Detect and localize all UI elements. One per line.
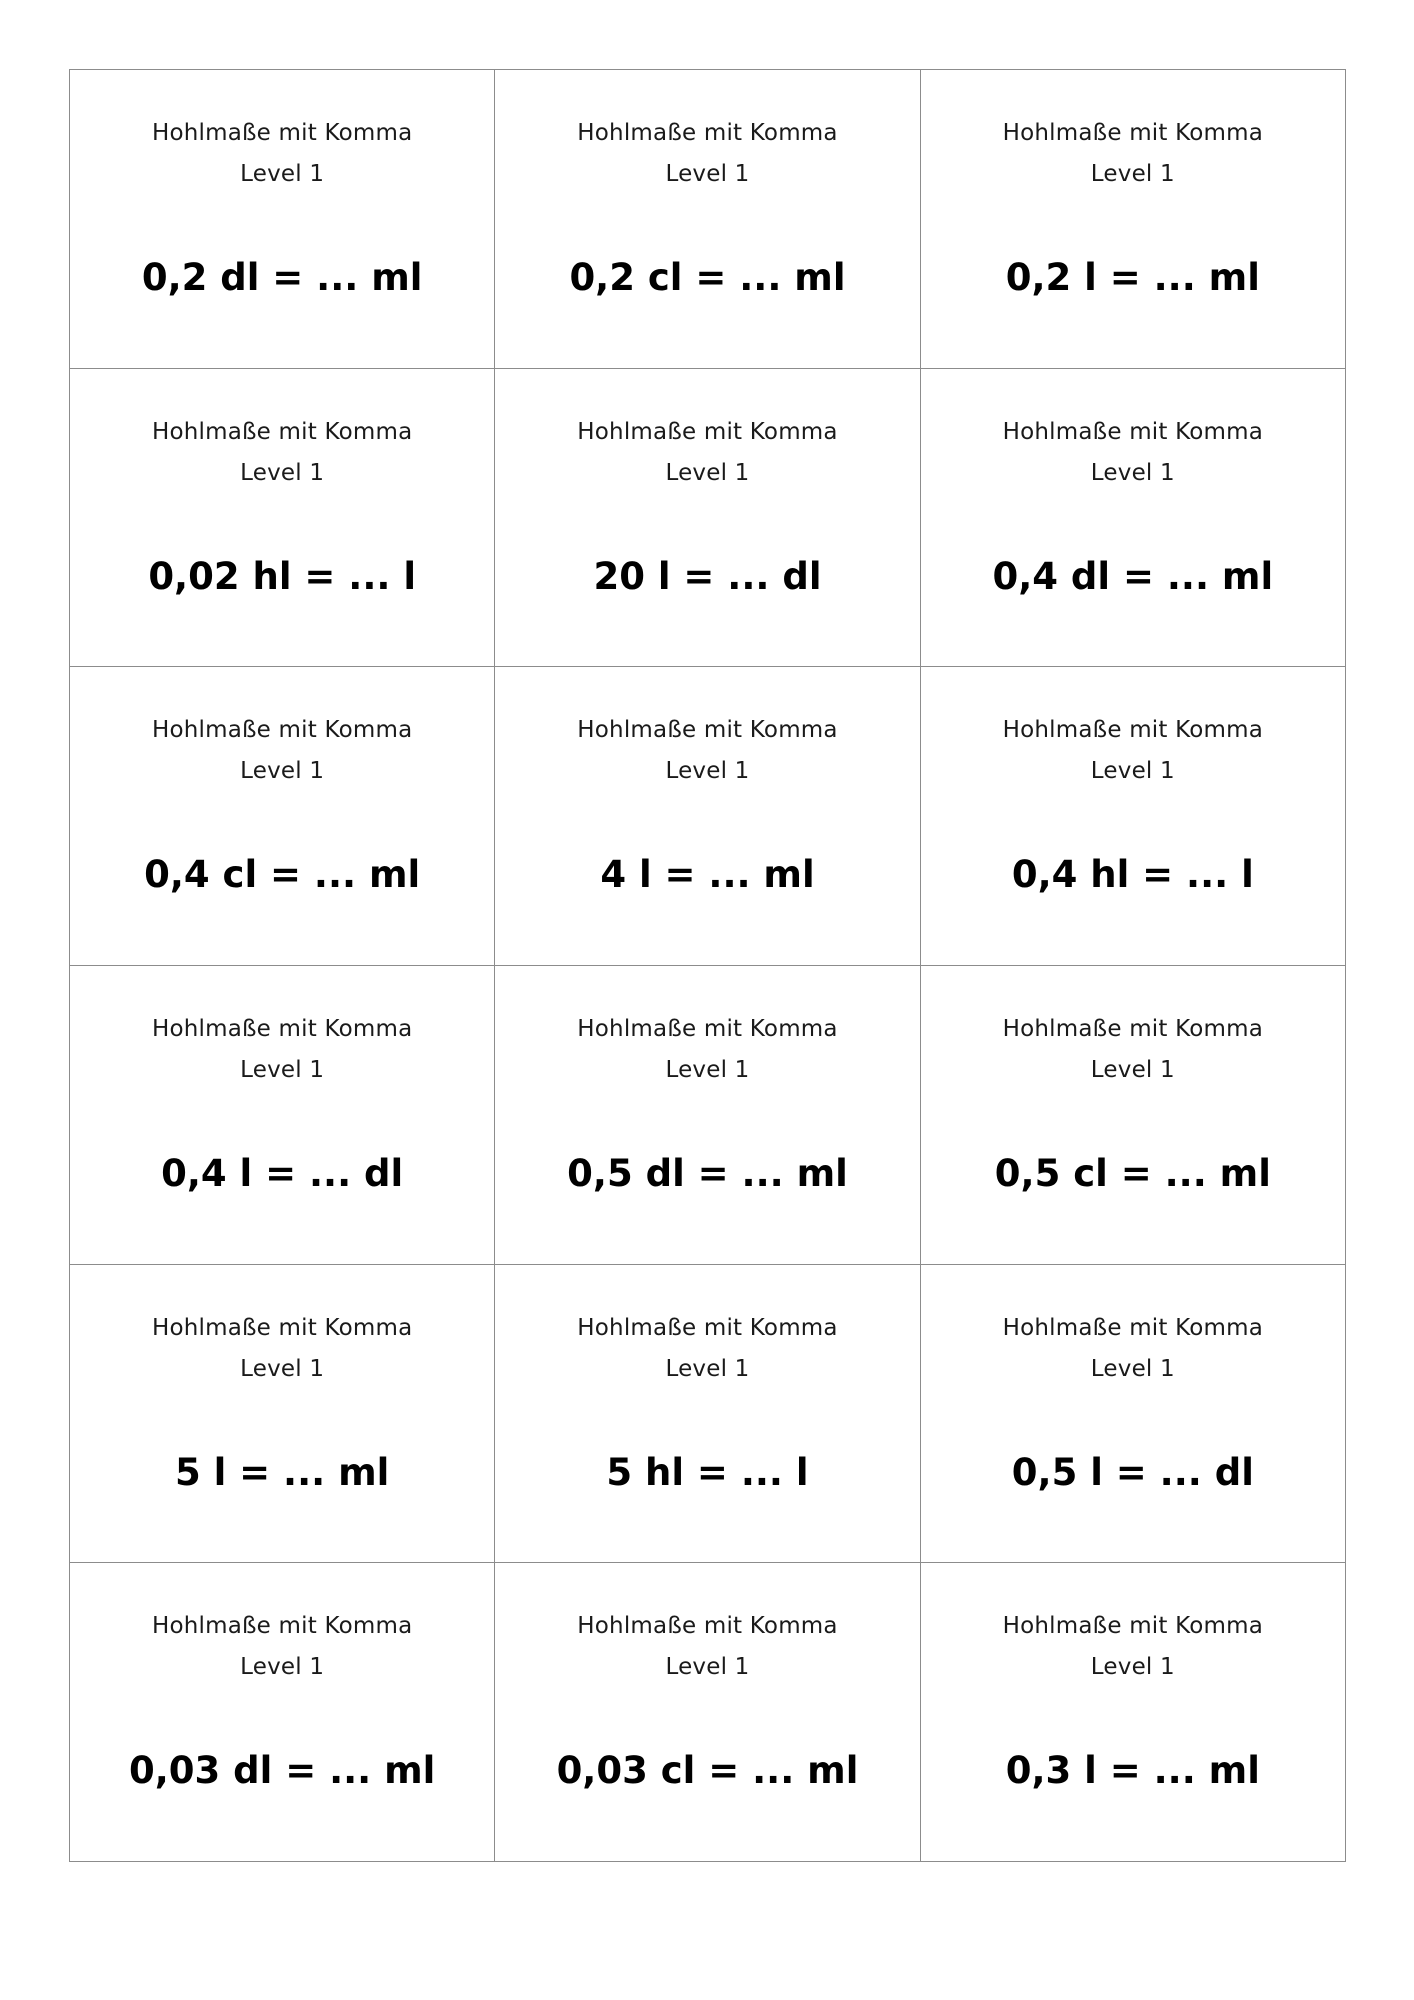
card-level: Level 1: [1090, 161, 1175, 187]
task-card: [70, 369, 495, 668]
card-level: Level 1: [240, 1056, 325, 1083]
card-level: Level 1: [665, 161, 750, 187]
card-task: 0,4 l = ... dl: [161, 1151, 404, 1195]
card-title: Hohlmaße mit Komma: [151, 1613, 413, 1640]
card-task: 5 hl = ... l: [606, 1450, 809, 1494]
card-task: 0,2 l = ... ml: [1005, 256, 1260, 299]
card-task: 0,5 l = ... dl: [1011, 1450, 1254, 1494]
card-level: Level 1: [1090, 1355, 1175, 1382]
task-card: [921, 369, 1346, 668]
task-card: [495, 369, 920, 668]
task-card: [495, 1563, 920, 1862]
card-level: Level 1: [240, 1654, 325, 1681]
card-title: Hohlmaße mit Komma: [1002, 120, 1264, 146]
card-title: Hohlmaße mit Komma: [151, 1015, 413, 1042]
task-card: [921, 1265, 1346, 1564]
card-level: Level 1: [665, 1654, 750, 1681]
card-task: 20 l = ... dl: [593, 554, 822, 598]
task-card: [70, 966, 495, 1265]
task-card: [495, 966, 920, 1265]
task-card: [495, 667, 920, 966]
card-title: Hohlmaße mit Komma: [151, 418, 413, 445]
card-level: Level 1: [665, 1355, 750, 1382]
card-task: 0,4 cl = ... ml: [144, 853, 421, 897]
card-task: 0,02 hl = ... l: [148, 554, 417, 598]
card-level: Level 1: [240, 1355, 325, 1382]
task-card: [70, 1563, 495, 1862]
task-card: [70, 667, 495, 966]
card-title: Hohlmaße mit Komma: [151, 717, 413, 744]
card-level: Level 1: [240, 758, 325, 785]
task-card: [495, 1265, 920, 1564]
card-title: Hohlmaße mit Komma: [577, 120, 838, 146]
card-title: Hohlmaße mit Komma: [577, 1314, 838, 1341]
card-title: Hohlmaße mit Komma: [577, 1015, 838, 1042]
card-title: Hohlmaße mit Komma: [1002, 717, 1264, 744]
task-card: [921, 1563, 1346, 1862]
card-task: 0,4 dl = ... ml: [992, 554, 1274, 598]
task-card: [921, 667, 1346, 966]
task-card: [495, 70, 920, 369]
card-task: 0,5 cl = ... ml: [994, 1151, 1271, 1195]
card-title: Hohlmaße mit Komma: [1002, 418, 1264, 445]
card-sheet: [69, 69, 1346, 1862]
card-level: Level 1: [665, 1056, 750, 1083]
card-task: 5 l = ... ml: [174, 1450, 390, 1494]
task-card: [921, 70, 1346, 369]
card-task: 0,4 hl = ... l: [1011, 853, 1254, 897]
card-title: Hohlmaße mit Komma: [151, 120, 413, 146]
task-card: [921, 966, 1346, 1265]
card-task: 0,2 dl = ... ml: [141, 256, 423, 299]
card-title: Hohlmaße mit Komma: [151, 1314, 413, 1341]
card-title: Hohlmaße mit Komma: [1002, 1613, 1264, 1640]
card-task: 4 l = ... ml: [600, 853, 815, 897]
card-level: Level 1: [1090, 1056, 1175, 1083]
card-level: Level 1: [665, 459, 750, 486]
card-title: Hohlmaße mit Komma: [1002, 1015, 1264, 1042]
card-level: Level 1: [1090, 1654, 1175, 1681]
card-task: 0,3 l = ... ml: [1005, 1749, 1260, 1793]
card-title: Hohlmaße mit Komma: [577, 1613, 838, 1640]
card-level: Level 1: [240, 161, 325, 187]
card-title: Hohlmaße mit Komma: [1002, 1314, 1264, 1341]
card-level: Level 1: [1090, 758, 1175, 785]
card-task: 0,03 cl = ... ml: [556, 1749, 859, 1793]
card-task: 0,5 dl = ... ml: [567, 1151, 848, 1195]
card-level: Level 1: [240, 459, 325, 486]
task-card: [70, 70, 495, 369]
card-task: 0,03 dl = ... ml: [128, 1749, 436, 1793]
card-level: Level 1: [665, 758, 750, 785]
card-task: 0,2 cl = ... ml: [569, 256, 846, 299]
card-title: Hohlmaße mit Komma: [577, 418, 838, 445]
task-card: [70, 1265, 495, 1564]
card-title: Hohlmaße mit Komma: [577, 717, 838, 744]
card-level: Level 1: [1090, 459, 1175, 486]
